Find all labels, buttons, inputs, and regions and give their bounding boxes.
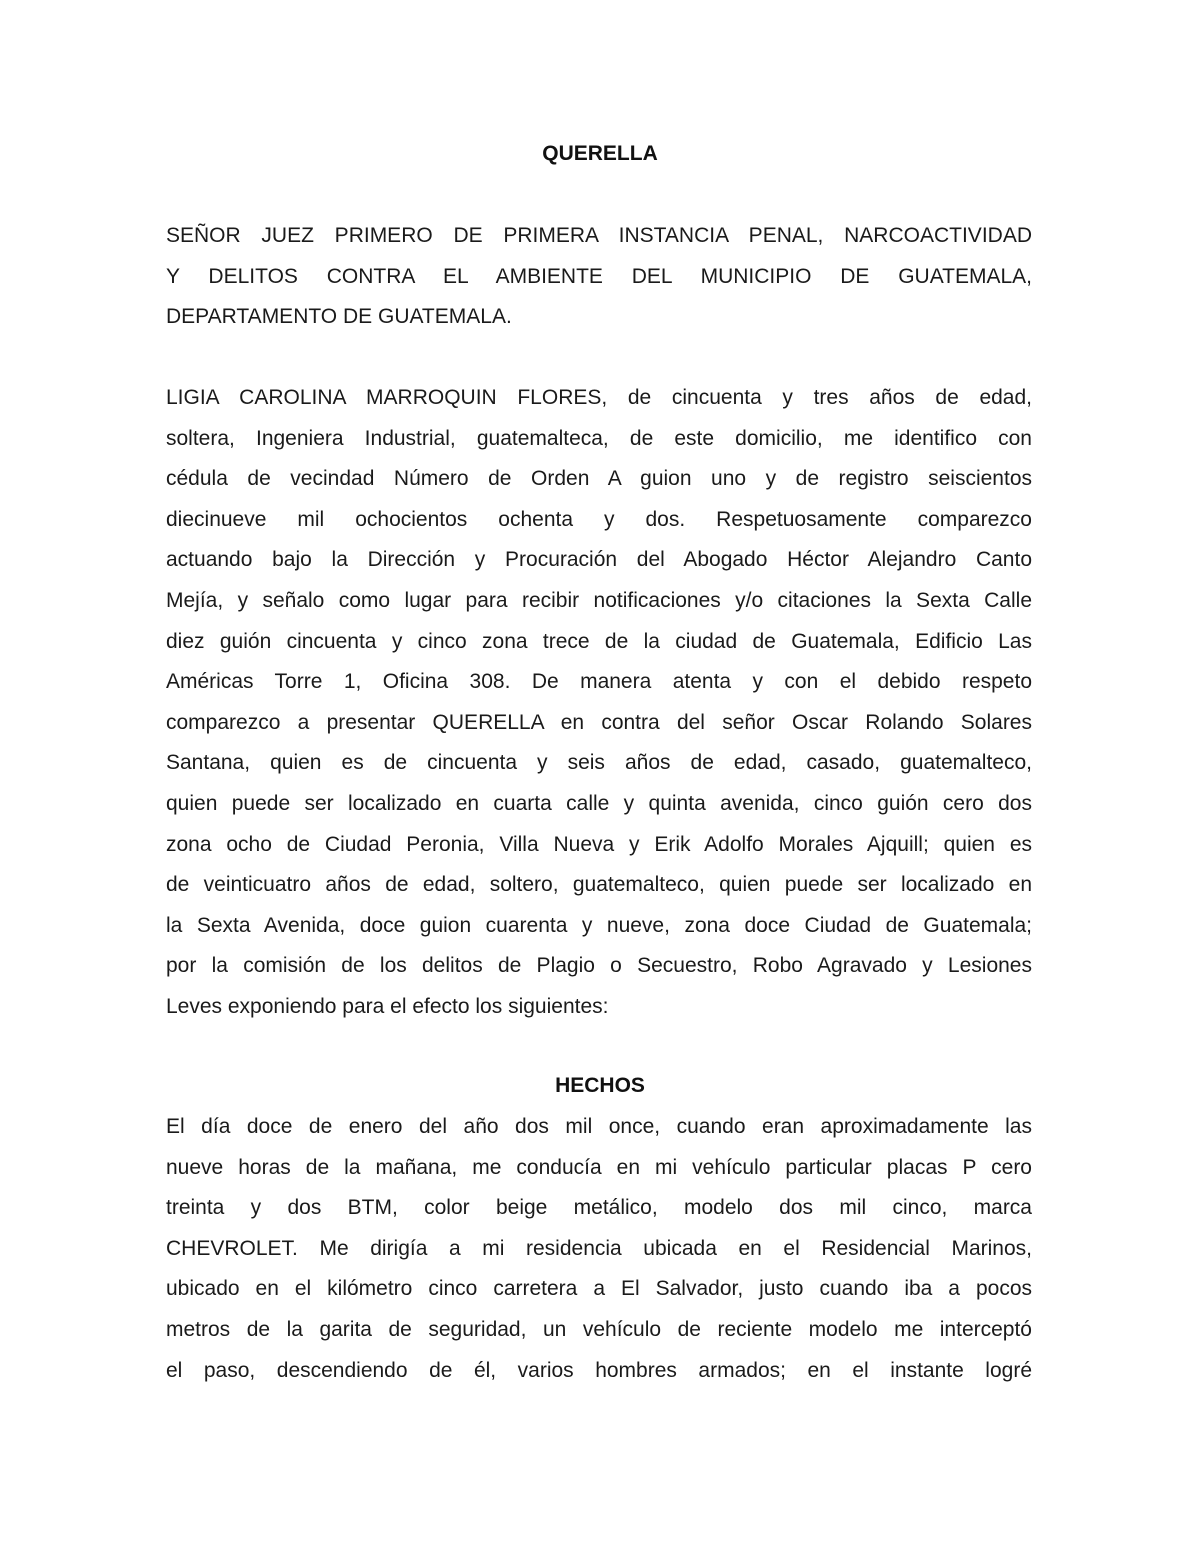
intro-line: diez guión cincuenta y cinco zona trece de la ciudad de Guatemala, Edificio Las [166, 629, 1032, 653]
intro-line: por la comisión de los delitos de Plagio o Secuestro, Robo Agravado y Lesiones [166, 954, 1032, 978]
hechos-line: CHEVROLET. Me dirigía a mi residencia ubicada en el Residencial Marinos, [166, 1236, 1032, 1260]
addressee-line: Y DELITOS CONTRA EL AMBIENTE DEL MUNICIPIO DE GUATEMALA, [166, 264, 1032, 288]
intro-line: diecinueve mil ochocientos ochenta y dos. Respetuosamente comparezco [166, 507, 1032, 531]
intro-line: la Sexta Avenida, doce guion cuarenta y nueve, zona doce Ciudad de Guatemala; [166, 913, 1032, 937]
document-title: QUERELLA [542, 142, 658, 165]
addressee-paragraph [166, 216, 1032, 338]
hechos-line: treinta y dos BTM, color beige metálico, modelo dos mil cinco, marca [166, 1196, 1032, 1220]
intro-line: cédula de vecindad Número de Orden A guion uno y de registro seiscientos [166, 467, 1032, 491]
intro-line: comparezco a presentar QUERELLA en contra del señor Oscar Rolando Solares [166, 710, 1032, 734]
intro-line: soltera, Ingeniera Industrial, guatemalteca, de este domicilio, me identifico con [166, 426, 1032, 450]
hechos-line: nueve horas de la mañana, me conducía en mi vehículo particular placas P cero [166, 1155, 1032, 1179]
intro-line: actuando bajo la Dirección y Procuración del Abogado Héctor Alejandro Canto [166, 548, 1032, 572]
section-heading-hechos: HECHOS [555, 1074, 645, 1097]
intro-paragraph [166, 378, 1032, 1028]
intro-line: Mejía, y señalo como lugar para recibir notificaciones y/o citaciones la Sexta Calle [166, 588, 1032, 612]
addressee-line: SEÑOR JUEZ PRIMERO DE PRIMERA INSTANCIA PENAL, NARCOACTIVIDAD [166, 224, 1032, 247]
intro-line: quien puede ser localizado en cuarta calle y quinta avenida, cinco guión cero dos [166, 791, 1032, 815]
intro-line: zona ocho de Ciudad Peronia, Villa Nueva y Erik Adolfo Morales Ajquill; quien es [166, 832, 1032, 856]
intro-line: de veinticuatro años de edad, soltero, guatemalteco, quien puede ser localizado en [166, 873, 1032, 897]
intro-line: Santana, quien es de cincuenta y seis años de edad, casado, guatemalteco, [166, 751, 1032, 775]
intro-line: Américas Torre 1, Oficina 308. De manera atenta y con el debido respeto [166, 670, 1032, 694]
intro-line: Leves exponiendo para el efecto los siguientes: [166, 994, 609, 1018]
intro-line: LIGIA CAROLINA MARROQUIN FLORES, de cincuenta y tres años de edad, [166, 386, 1032, 409]
hechos-line: El día doce de enero del año dos mil once, cuando eran aproximadamente las [166, 1115, 1032, 1138]
hechos-paragraph [166, 1107, 1032, 1391]
hechos-line: el paso, descendiendo de él, varios hombres armados; en el instante logré [166, 1358, 1032, 1382]
addressee-line: DEPARTAMENTO DE GUATEMALA. [166, 305, 512, 329]
hechos-line: metros de la garita de seguridad, un vehículo de reciente modelo me interceptó [166, 1317, 1032, 1341]
hechos-line: ubicado en el kilómetro cinco carretera a El Salvador, justo cuando iba a pocos [166, 1277, 1032, 1301]
